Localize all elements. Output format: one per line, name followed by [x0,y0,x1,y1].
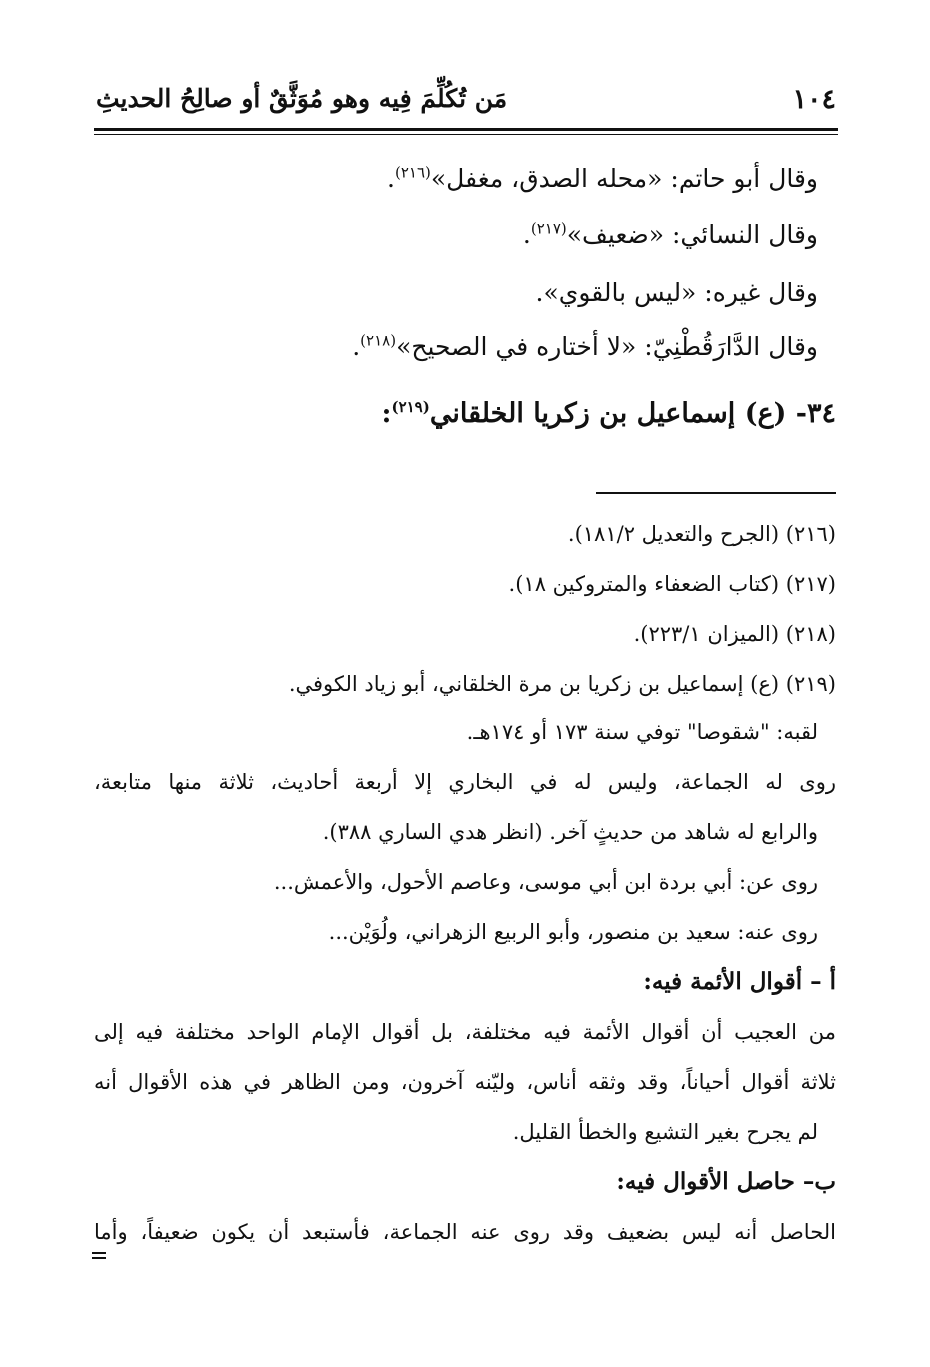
footnote: (٢١٦) (الجرح والتعديل ١٨١/٢). [567,522,836,546]
biography-line: روى له الجماعة، وليس له في البخاري إلا أربعة أحاديث، ثلاثة منها متابعة، [94,770,836,794]
footnote: (٢١٨) (الميزان ٢٢٣/١). [633,622,836,646]
main-text-line: وقال الدَّارَقُطْنِيّ: «لا أختاره في الصحيح»$^{(٢١٨)}$. [352,331,818,361]
main-text-line: وقال النسائي: «ضعيف»$^{(٢١٧)}$. [522,219,818,249]
running-title: مَن تُكُلِّمَ فِيه وهو مُوَثَّقٌ أو صالِحُ الحديثِ [96,84,508,113]
section-a-line: ثلاثة أقوال أحياناً، وقد وثقه أناس، وليّنه آخرون، ومن الظاهر في هذه الأقوال أنه [94,1070,836,1094]
section-b-line: الحاصل أنه ليس بضعيف وقد روى عنه الجماعة، فأستبعد أن يكون ضعيفاً، وأما [94,1220,836,1244]
footnote-ref: (٢١٩) [391,398,430,416]
page-number: ١٠٤ [792,84,836,115]
page-header [96,82,836,122]
header-rule-thin [94,134,838,135]
section-b-heading: ب– حاصل الأقوال فيه: [616,1168,836,1195]
footnote-separator [596,492,836,494]
header-rule-thick [94,128,838,131]
footnote: (٢١٩) (ع) إسماعيل بن زكريا بن مرة الخلقاني، أبو زياد الكوفي. [288,672,836,696]
biography-line: روى عنه: سعيد بن منصور، وأبو الربيع الزهراني، ولُوَيْن... [328,920,818,944]
footnote-ref: (٢١٦) [395,163,431,182]
continuation-mark [92,1252,106,1262]
section-a-line: من العجيب أن أقوال الأئمة فيه مختلفة، بل أقوال الإمام الواحد مختلفة فيه إلى [94,1020,836,1044]
main-text-line: وقال أبو حاتم: «محله الصدق، مغفل»$^{(٢١٦)}$. [387,163,818,193]
section-a-line: لم يجرح بغير التشيع والخطأ القليل. [512,1120,818,1144]
footnote-ref: (٢١٧) [530,219,567,238]
biography-line: روى عن: أبي بردة ابن أبي موسى، وعاصم الأحول، والأعمش... [273,870,818,894]
main-text-line: وقال غيره: «ليس بالقوي». [535,278,818,307]
biography-line: لقبه: "شقوصا" توفي سنة ١٧٣ أو ١٧٤هـ. [466,720,818,744]
entry-heading: ٣٤- (ع) إسماعيل بن زكريا الخلقاني$^{(٢١٩)}$: [381,398,836,429]
footnote-ref: (٢١٨) [360,331,397,350]
footnote: (٢١٧) (كتاب الضعفاء والمتروكين ١٨). [508,572,836,596]
section-a-heading: أ – أقوال الأئمة فيه: [643,968,836,995]
biography-line: والرابع له شاهد من حديثٍ آخر. (انظر هدي الساري ٣٨٨). [322,820,818,844]
